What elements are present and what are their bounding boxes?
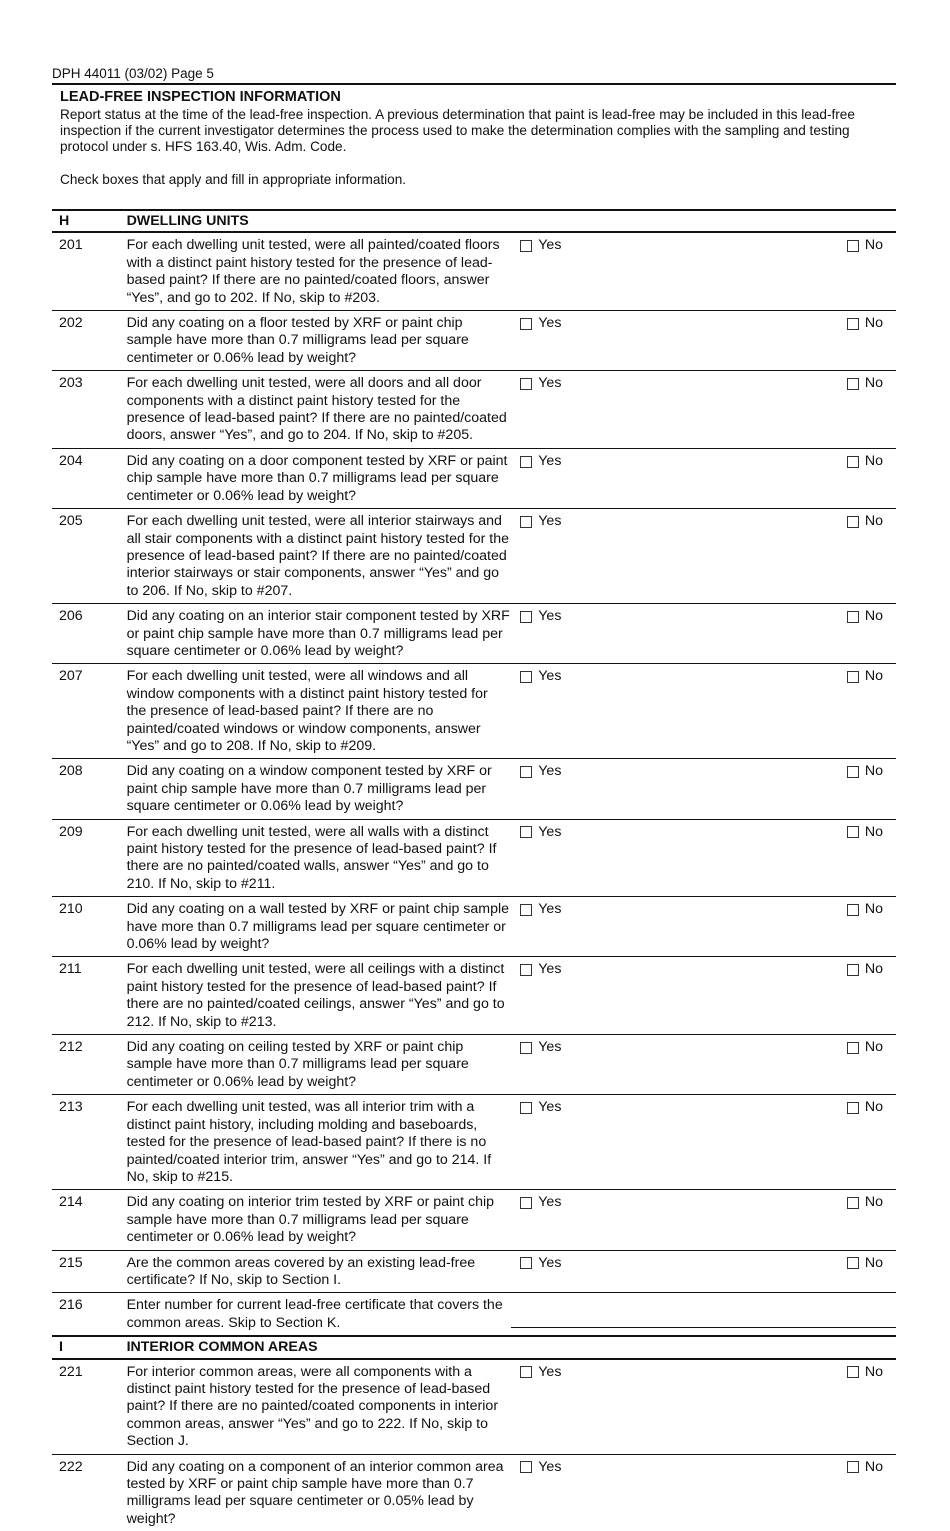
question-row	[52, 232, 896, 310]
question-text: Did any coating on a floor tested by XRF or paint chip sample have more than 0.7 milligrams lead per square centimeter or 0.06% lead by weight?	[127, 311, 512, 371]
question-number: 203	[52, 371, 127, 449]
certificate-number-cell	[511, 1293, 896, 1336]
yes-option[interactable]	[520, 608, 561, 625]
answer-cell	[511, 1359, 896, 1455]
question-row	[52, 1359, 896, 1455]
yes-label: Yes	[538, 513, 562, 530]
yes-option[interactable]	[520, 1364, 561, 1381]
question-number: 213	[52, 1095, 127, 1190]
yes-checkbox[interactable]	[520, 378, 532, 390]
no-option[interactable]	[847, 901, 883, 918]
no-checkbox[interactable]	[847, 1257, 859, 1269]
question-row	[52, 897, 896, 957]
question-number: 210	[52, 897, 127, 957]
answer-cell	[511, 1095, 896, 1190]
yes-label: Yes	[538, 608, 562, 625]
question-row	[52, 1250, 896, 1293]
no-option[interactable]	[847, 1194, 883, 1211]
question-text: Did any coating on a component of an interior common area tested by XRF or paint chip sample have more than 0.7 milligrams lead per square centimeter or 0.05% lead by weight?	[126, 1458, 504, 1527]
yes-checkbox[interactable]	[520, 611, 532, 623]
question-number: 207	[52, 664, 127, 759]
answer-cell	[511, 232, 896, 310]
no-option[interactable]	[847, 608, 883, 625]
no-label: No	[864, 315, 883, 332]
yes-option[interactable]	[520, 901, 561, 918]
question-row	[52, 448, 896, 508]
question-text: For each dwelling unit tested, were all walls with a distinct paint history tested for the presence of lead-based paint? If there are no painted/coated walls, answer “Yes” and go to 210. If No, skip to #211.	[127, 819, 512, 897]
question-row	[52, 1293, 896, 1336]
yes-option[interactable]	[520, 453, 561, 470]
yes-option[interactable]	[520, 1099, 561, 1116]
answer-cell	[511, 371, 896, 449]
question-table	[52, 209, 896, 1531]
yes-option[interactable]	[520, 315, 561, 332]
question-row	[52, 664, 896, 759]
question-number: 221	[52, 1359, 127, 1455]
no-checkbox[interactable]	[847, 1042, 859, 1054]
yes-option[interactable]	[520, 513, 561, 530]
no-checkbox[interactable]	[847, 456, 859, 468]
question-text: For each dwelling unit tested, was all interior trim with a distinct paint history, including molding and baseboards, tested for the presence of lead-based paint? If there is no painted/coated interior trim, answer “Yes” and go to 214. If No, skip to #215.	[127, 1095, 512, 1190]
question-number: 212	[52, 1035, 127, 1095]
yes-label: Yes	[538, 901, 562, 918]
no-option[interactable]	[847, 375, 883, 392]
no-checkbox[interactable]	[847, 240, 859, 252]
answer-cell	[511, 311, 896, 371]
yes-label: Yes	[538, 1099, 562, 1116]
question-row	[52, 819, 896, 897]
question-text: For interior common areas, were all components with a distinct paint history tested for the presence of lead-based paint? If there are no painted/coated components in interior common areas, answer “Yes” and go to 222. If No, skip to Section J.	[127, 1359, 512, 1455]
no-checkbox[interactable]	[847, 1366, 859, 1378]
no-checkbox[interactable]	[847, 516, 859, 528]
question-text: For each dwelling unit tested, were all doors and all door components with a distinct paint history tested for the presence of lead-based paint? If there are no painted/coated doors, answer “Yes”, and go to 204. If No, skip to #205.	[127, 371, 512, 449]
yes-label: Yes	[538, 1458, 562, 1475]
no-label: No	[864, 1363, 883, 1380]
no-checkbox[interactable]	[847, 318, 859, 330]
yes-checkbox[interactable]	[520, 1042, 532, 1054]
question-number: 208	[52, 759, 127, 819]
no-label: No	[864, 823, 883, 840]
no-checkbox[interactable]	[847, 964, 859, 976]
yes-checkbox[interactable]	[520, 1102, 532, 1114]
yes-checkbox[interactable]	[520, 671, 532, 683]
question-text: Did any coating on ceiling tested by XRF or paint chip sample have more than 0.7 milligrams lead per square centimeter or 0.06% lead by weight?	[127, 1035, 512, 1095]
question-text: Enter number for current lead-free certificate that covers the common areas. Skip to Section K.	[126, 1297, 503, 1331]
question-text: Did any coating on interior trim tested by XRF or paint chip sample have more than 0.7 milligrams lead per square centimeter or 0.06% lead by weight?	[127, 1190, 512, 1250]
no-checkbox[interactable]	[847, 766, 859, 778]
yes-checkbox[interactable]	[520, 240, 532, 252]
section-header-row	[52, 1336, 896, 1358]
question-text: Are the common areas covered by an existing lead-free certificate? If No, skip to Section I.	[127, 1250, 512, 1293]
yes-checkbox[interactable]	[520, 964, 532, 976]
question-row	[52, 1035, 896, 1095]
no-label: No	[864, 1254, 883, 1271]
yes-label: Yes	[538, 1039, 562, 1056]
yes-option[interactable]	[520, 1255, 561, 1272]
no-checkbox[interactable]	[847, 1461, 859, 1473]
no-label: No	[864, 452, 883, 469]
answer-cell	[511, 604, 896, 664]
yes-checkbox[interactable]	[520, 1366, 532, 1378]
question-number: 201	[52, 232, 127, 310]
section-heading: INTERIOR COMMON AREAS	[127, 1336, 896, 1358]
no-checkbox[interactable]	[847, 904, 859, 916]
yes-option[interactable]	[520, 1194, 561, 1211]
no-option[interactable]	[847, 668, 883, 685]
question-number: 215	[52, 1250, 127, 1293]
yes-label: Yes	[538, 1194, 562, 1211]
yes-checkbox[interactable]	[520, 1257, 532, 1269]
question-number: 209	[52, 819, 127, 897]
no-label: No	[864, 901, 883, 918]
yes-label: Yes	[538, 668, 562, 685]
answer-cell	[511, 1454, 896, 1531]
section-code: I	[52, 1336, 127, 1358]
section-intro	[52, 106, 896, 188]
no-option[interactable]	[847, 763, 883, 780]
answer-cell	[511, 957, 896, 1035]
question-number: 205	[52, 509, 127, 604]
yes-label: Yes	[538, 823, 562, 840]
yes-label: Yes	[538, 763, 562, 780]
yes-option[interactable]	[520, 961, 561, 978]
no-option[interactable]	[847, 237, 883, 254]
question-text: For each dwelling unit tested, were all interior stairways and all stair components with a distinct paint history tested for the presence of lead-based paint? If there are no painted/coated interior stairways or stair components, answer “Yes” and go to 206. If No, skip to #207.	[127, 509, 512, 604]
answer-cell	[511, 1190, 896, 1250]
yes-label: Yes	[538, 375, 562, 392]
yes-checkbox[interactable]	[520, 1461, 532, 1473]
yes-option[interactable]	[520, 1039, 561, 1056]
answer-cell	[511, 448, 896, 508]
question-number: 222	[59, 1458, 83, 1475]
yes-label: Yes	[538, 237, 562, 254]
question-row	[52, 1190, 896, 1250]
form-id: DPH 44011 (03/02) Page 5	[52, 66, 214, 81]
no-checkbox[interactable]	[847, 1197, 859, 1209]
answer-cell	[511, 1035, 896, 1095]
intro-paragraph: Report status at the time of the lead-free inspection. A previous determination that paint is lead-free may be included in this lead-free inspection if the current investigator determines the process used to make the determination complies with the sampling and testing protocol under s. HFS 163.40, Wis. Adm. Code.	[60, 107, 855, 154]
no-label: No	[864, 375, 883, 392]
no-label: No	[864, 1194, 883, 1211]
no-option[interactable]	[847, 453, 883, 470]
yes-checkbox[interactable]	[520, 318, 532, 330]
no-option[interactable]	[847, 513, 883, 530]
section-title: LEAD-FREE INSPECTION INFORMATION	[60, 89, 341, 105]
yes-label: Yes	[538, 452, 562, 469]
no-label: No	[864, 237, 883, 254]
section-heading: DWELLING UNITS	[127, 210, 896, 232]
question-row	[52, 371, 896, 449]
no-label: No	[864, 1099, 883, 1116]
section-header-row	[52, 210, 896, 232]
yes-label: Yes	[538, 315, 562, 332]
question-number: 204	[52, 448, 127, 508]
question-row	[52, 604, 896, 664]
no-checkbox[interactable]	[847, 826, 859, 838]
question-row	[52, 509, 896, 604]
question-number: 214	[52, 1190, 127, 1250]
question-row	[52, 1454, 896, 1531]
yes-label: Yes	[538, 1363, 562, 1380]
yes-option[interactable]	[520, 668, 561, 685]
question-number: 211	[52, 957, 127, 1035]
no-label: No	[864, 608, 883, 625]
question-row	[52, 311, 896, 371]
no-label: No	[864, 763, 883, 780]
question-row	[52, 957, 896, 1035]
answer-cell	[511, 509, 896, 604]
answer-cell	[511, 759, 896, 819]
question-row	[52, 759, 896, 819]
question-number: 202	[52, 311, 127, 371]
no-label: No	[864, 1039, 883, 1056]
question-text: Did any coating on a wall tested by XRF or paint chip sample have more than 0.7 milligrams lead per square centimeter or 0.06% lead by weight?	[127, 897, 512, 957]
answer-cell	[511, 897, 896, 957]
yes-option[interactable]	[520, 763, 561, 780]
certificate-number-field[interactable]	[511, 1327, 896, 1328]
section-code: H	[52, 210, 127, 232]
no-checkbox[interactable]	[847, 611, 859, 623]
yes-label: Yes	[538, 1254, 562, 1271]
no-option[interactable]	[847, 1459, 883, 1476]
instruction-text: Check boxes that apply and fill in appropriate information.	[60, 172, 407, 187]
no-label: No	[864, 513, 883, 530]
yes-checkbox[interactable]	[520, 1197, 532, 1209]
question-text: For each dwelling unit tested, were all windows and all window components with a distinct paint history tested for the presence of lead-based paint? If there are no painted/coated windows or window components, answer “Yes” and go to 208. If No, skip to #209.	[127, 664, 512, 759]
no-checkbox[interactable]	[847, 671, 859, 683]
no-option[interactable]	[847, 1039, 883, 1056]
yes-checkbox[interactable]	[520, 826, 532, 838]
answer-cell	[511, 819, 896, 897]
yes-checkbox[interactable]	[520, 516, 532, 528]
no-label: No	[864, 961, 883, 978]
yes-checkbox[interactable]	[520, 766, 532, 778]
question-text: Did any coating on a window component tested by XRF or paint chip sample have more than 0.7 milligrams lead per square centimeter or 0.06% lead by weight?	[127, 759, 512, 819]
no-option[interactable]	[847, 1364, 883, 1381]
yes-label: Yes	[538, 961, 562, 978]
form-page	[52, 66, 896, 1531]
yes-checkbox[interactable]	[520, 456, 532, 468]
yes-option[interactable]	[520, 375, 561, 392]
question-text: For each dwelling unit tested, were all ceilings with a distinct paint history tested for the presence of lead-based paint? If there are no painted/coated ceilings, answer “Yes” and go to 212. If No, skip to #213.	[127, 957, 512, 1035]
yes-checkbox[interactable]	[520, 904, 532, 916]
yes-option[interactable]	[520, 824, 561, 841]
question-number: 216	[59, 1297, 83, 1314]
no-option[interactable]	[847, 315, 883, 332]
no-option[interactable]	[847, 824, 883, 841]
question-text: For each dwelling unit tested, were all painted/coated floors with a distinct paint history tested for the presence of lead-based paint? If there are no painted/coated floors, answer “Yes”, and go to 202. If No, skip to #203.	[127, 232, 512, 310]
answer-cell	[511, 664, 896, 759]
no-label: No	[864, 1458, 883, 1475]
no-option[interactable]	[847, 961, 883, 978]
question-text: Did any coating on a door component tested by XRF or paint chip sample have more than 0.7 milligrams lead per square centimeter or 0.06% lead by weight?	[127, 448, 512, 508]
no-option[interactable]	[847, 1099, 883, 1116]
question-text: Did any coating on an interior stair component tested by XRF or paint chip sample have more than 0.7 milligrams lead per square centimeter or 0.06% lead by weight?	[127, 604, 512, 664]
question-row	[52, 1095, 896, 1190]
question-number: 206	[52, 604, 127, 664]
answer-cell	[511, 1250, 896, 1293]
no-checkbox[interactable]	[847, 378, 859, 390]
yes-option[interactable]	[520, 1459, 561, 1476]
yes-option[interactable]	[520, 237, 561, 254]
no-label: No	[864, 668, 883, 685]
no-checkbox[interactable]	[847, 1102, 859, 1114]
no-option[interactable]	[847, 1255, 883, 1272]
